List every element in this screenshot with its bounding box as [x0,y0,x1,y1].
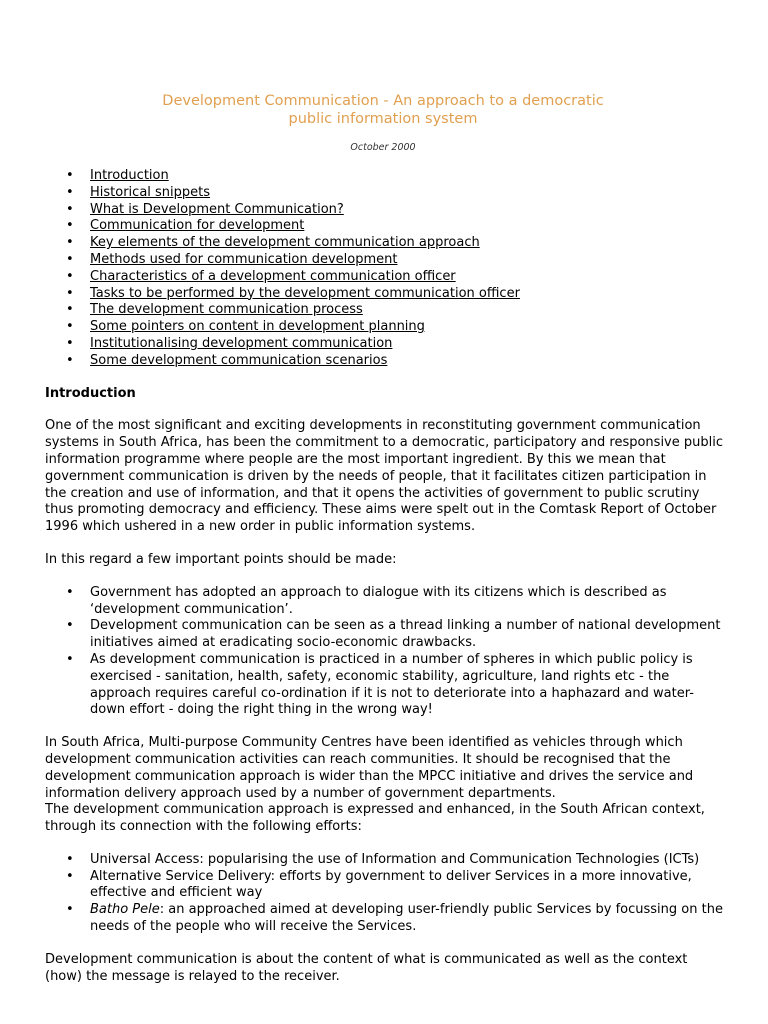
list-item: • As development communication is practiced in a number of spheres in which public policy is exercised - sanitation, health, safety, economic stability, agriculture, land rights etc - the approach requires careful co-ordination if it is not to deteriorate into a haphazard and water-down effort - doing the right thing in the wrong way! [90,652,725,719]
toc-link-historical-snippets[interactable]: Historical snippets [90,184,211,200]
toc-link-introduction[interactable]: Introduction [90,168,169,183]
section-heading-introduction: Introduction [45,385,136,401]
batho-pele-text: : an approached aimed at developing user-friendly public Services by focussing on the needs of the people who will receive the Services. [90,902,723,935]
list-item-batho-pele [90,902,725,936]
toc-item [90,286,725,303]
toc-item [90,319,725,336]
document-title [45,92,721,128]
intro-paragraph-5: Development communication is about the content of what is communicated as well as the context (how) the message is relayed to the receiver. [45,951,688,984]
points-list [45,585,725,719]
document-date: October 2000 [350,142,416,153]
title-line-1: Development Communication - An approach to a democratic [162,93,604,109]
toc-link-institutionalising[interactable]: Institutionalising development communication [90,335,393,351]
toc-link-pointers[interactable]: Some pointers on content in development planning [90,319,425,335]
efforts-list [45,852,725,936]
list-item: • Development communication can be seen as a thread linking a number of national development initiatives aimed at eradicating socio-economic drawbacks. [90,618,725,652]
list-item: • Government has adopted an approach to dialogue with its citizens which is described as ‘development communication’. [90,585,725,619]
intro-paragraph-4: The development communication approach is expressed and enhanced, in the South African context, through its connection with the following efforts: [45,802,705,835]
toc-item [90,336,725,353]
intro-paragraph-1: One of the most significant and exciting developments in reconstituting government communication systems in South Africa, has been the commitment to a democratic, participatory and responsive public information programme where people are the most important ingredient. By this we mean that government communication is driven by the needs of people, that it facilitates citizen participation in the creation and use of information, and that it opens the activities of government to public scrutiny thus promoting democracy and efficiency. These aims were spelt out in the Comtask Report of October 1996 which ushered in a new order in public information systems. [45,418,723,535]
toc-item [90,168,725,185]
toc-item [90,202,725,219]
table-of-contents [45,168,725,370]
title-line-2: public information system [288,111,478,127]
intro-paragraph-2: In this regard a few important points should be made: [45,551,397,567]
toc-link-process[interactable]: The development communication process [90,302,363,318]
toc-item [90,353,725,370]
toc-link-characteristics[interactable]: Characteristics of a development communication officer [90,268,456,284]
toc-item [90,252,725,269]
toc-link-tasks[interactable]: Tasks to be performed by the development communication officer [90,285,520,301]
document-page [45,0,725,985]
toc-item [90,302,725,319]
toc-item [90,235,725,252]
toc-link-scenarios[interactable]: Some development communication scenarios [90,352,388,368]
toc-link-methods[interactable]: Methods used for communication development [90,251,398,267]
list-item: • Universal Access: popularising the use of Information and Communication Technologies (ICTs) [90,852,725,869]
toc-link-comm-for-development[interactable]: Communication for development [90,218,305,234]
toc-item [90,218,725,235]
intro-paragraph-3: In South Africa, Multi-purpose Community Centres have been identified as vehicles through which development communication activities can reach communities. It should be recognised that the development communication approach is wider than the MPCC initiative and drives the service and information delivery approach used by a number of government departments. [45,735,694,801]
toc-item [90,269,725,286]
list-item: • Alternative Service Delivery: efforts by government to deliver Services in a more innovative, effective and efficient way [90,869,725,903]
batho-pele-term: Batho Pele [90,902,160,918]
toc-item [90,185,725,202]
toc-link-key-elements[interactable]: Key elements of the development communication approach [90,235,480,251]
toc-link-what-is-dev-comm[interactable]: What is Development Communication? [90,201,344,217]
